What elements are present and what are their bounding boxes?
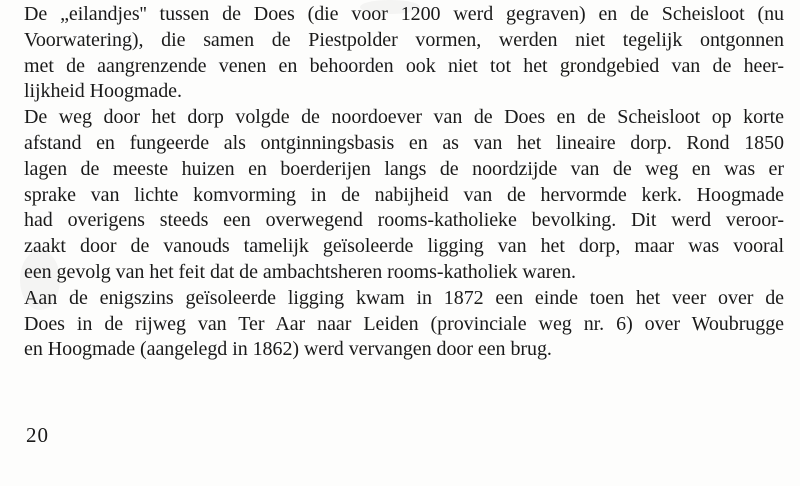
text-line: een gevolg van het feit dat de ambachtsheren rooms-katholiek waren. <box>24 260 576 283</box>
text-line: lijkheid Hoogmade. <box>24 80 182 103</box>
text-line: had overigens steeds een overwegend rooms-katholieke bevolking. Dit werd veroor- <box>24 209 784 232</box>
body-text <box>24 2 784 363</box>
text-line: en Hoogmade (aangelegd in 1862) werd vervangen door een brug. <box>24 338 552 361</box>
paragraph-3 <box>24 286 784 363</box>
page-number: 20 <box>26 423 49 447</box>
text-line: Voorwatering), die samen de Piestpolder vormen, werden niet tegelijk ontgonnen <box>24 28 784 51</box>
paragraph-2 <box>24 105 784 286</box>
text-line: sprake van lichte komvorming in de nabijheid van de hervormde kerk. Hoogmade <box>24 183 784 206</box>
text-line: met de aangrenzende venen en behoorden ook niet tot het grondgebied van de heer- <box>24 54 784 77</box>
text-line: afstand en fungeerde als ontginningsbasis en as van het lineaire dorp. Rond 1850 <box>24 131 784 154</box>
text-line: De „eilandjes'' tussen de Does (die voor 1200 werd gegraven) en de Scheisloot (nu <box>24 3 784 25</box>
text-line: lagen de meeste huizen en boerderijen langs de noordzijde van de weg en was er <box>24 157 784 180</box>
paragraph-1 <box>24 2 784 105</box>
text-line: Does in de rijweg van Ter Aar naar Leiden (provinciale weg nr. 6) over Woubrugge <box>24 312 784 335</box>
text-line: Aan de enigszins geïsoleerde ligging kwam in 1872 een einde toen het veer over de <box>24 286 784 309</box>
text-line: De weg door het dorp volgde de noordoever van de Does en de Scheisloot op korte <box>24 106 784 129</box>
text-line: zaakt door de vanouds tamelijk geïsoleerde ligging van het dorp, maar was vooral <box>24 235 784 258</box>
